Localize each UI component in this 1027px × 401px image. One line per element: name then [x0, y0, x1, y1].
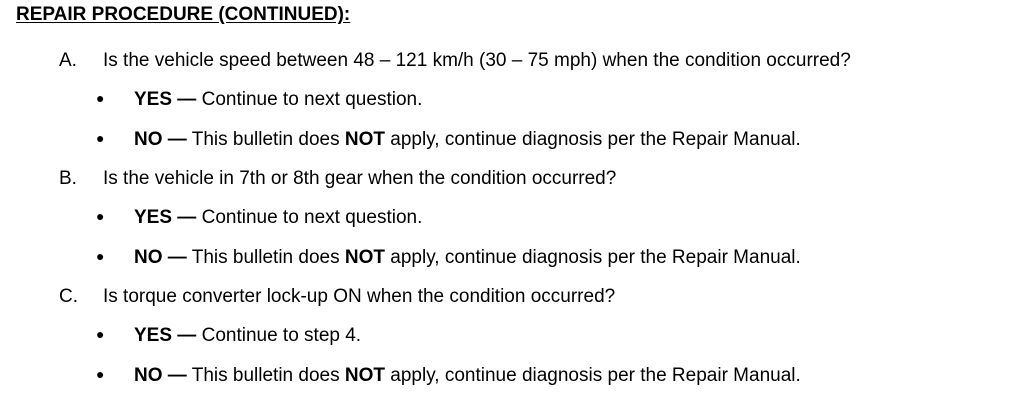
question-b [59, 168, 616, 190]
answer-label: YES — [134, 325, 197, 346]
answer-text-post: apply, continue diagnosis per the Repair Manual. [390, 247, 801, 268]
question-letter: A. [59, 50, 77, 71]
answer-no-a [96, 129, 801, 151]
question-a [59, 50, 851, 72]
bullet-icon: ● [96, 90, 105, 106]
answer-emphasis: NOT [344, 247, 385, 268]
bullet-icon: ● [96, 326, 105, 342]
answer-emphasis: NOT [344, 129, 385, 150]
answer-yes-b [96, 207, 422, 229]
question-c [59, 286, 615, 308]
answer-label: YES — [134, 89, 197, 110]
answer-text-post: apply, continue diagnosis per the Repair Manual. [390, 365, 801, 386]
answer-text: Continue to next question. [201, 89, 423, 110]
question-letter: C. [59, 286, 78, 307]
answer-label: NO — [134, 247, 187, 268]
question-text: Is the vehicle speed between 48 – 121 km/h (30 – 75 mph) when the condition occurred? [103, 50, 851, 71]
answer-emphasis: NOT [344, 365, 385, 386]
answer-label: NO — [134, 129, 187, 150]
bullet-icon: ● [96, 130, 105, 146]
answer-label: YES — [134, 207, 197, 228]
bullet-icon: ● [96, 366, 105, 382]
question-letter: B. [59, 168, 77, 189]
answer-text-pre: This bulletin does [191, 129, 340, 150]
answer-text: Continue to step 4. [201, 325, 362, 346]
answer-no-c [96, 365, 801, 387]
section-heading: REPAIR PROCEDURE (CONTINUED): [16, 4, 351, 25]
answer-no-b [96, 247, 801, 269]
bullet-icon: ● [96, 208, 105, 224]
question-text: Is the vehicle in 7th or 8th gear when the condition occurred? [103, 168, 617, 189]
answer-yes-c [96, 325, 361, 347]
bullet-icon: ● [96, 248, 105, 264]
question-text: Is torque converter lock-up ON when the condition occurred? [103, 286, 616, 307]
answer-text: Continue to next question. [201, 207, 423, 228]
answer-text-pre: This bulletin does [191, 247, 340, 268]
answer-text-post: apply, continue diagnosis per the Repair Manual. [390, 129, 801, 150]
answer-yes-a [96, 89, 422, 111]
answer-label: NO — [134, 365, 187, 386]
answer-text-pre: This bulletin does [191, 365, 340, 386]
